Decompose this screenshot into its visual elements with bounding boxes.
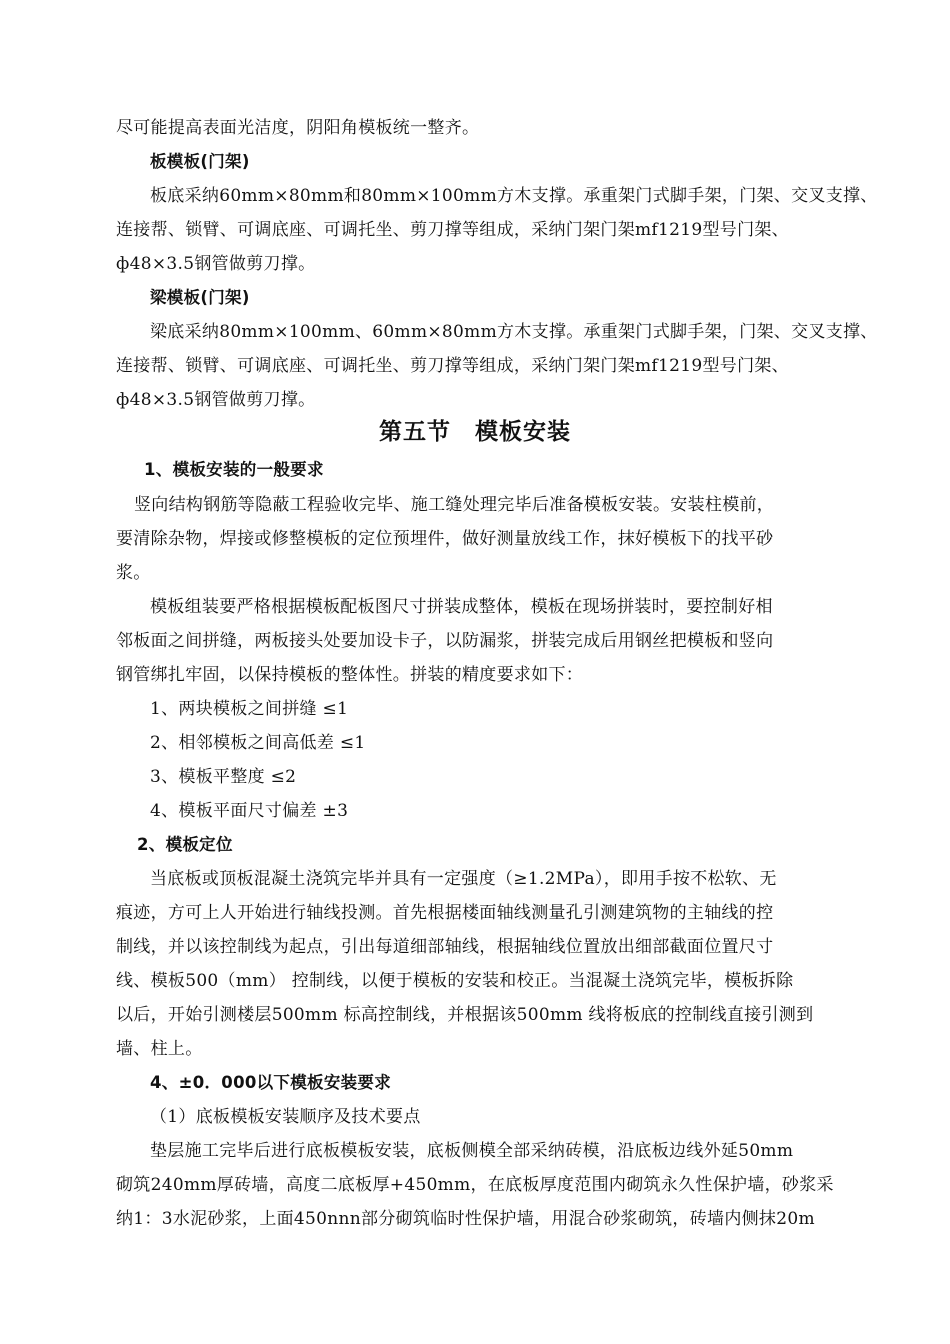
paragraph-line: 以后，开始引测楼层500mm 标高控制线，并根据该500mm 线将板底的控制线直接引测到 [116,1005,814,1025]
paragraph-line: 痕迹，方可上人开始进行轴线投测。首先根据楼面轴线测量孔引测建筑物的主轴线的控 [116,903,774,923]
paragraph-line: 连接帮、锁臂、可调底座、可调托坐、剪刀撑等组成，采纳门架门架mf1219型号门架、 [116,220,789,240]
paragraph-line: 浆。 [116,563,151,583]
paragraph-line: 墙、柱上。 [116,1039,203,1059]
paragraph-line: 制线，并以该控制线为起点，引出每道细部轴线，根据轴线位置放出细部截面位置尺寸 [116,937,774,957]
paragraph-line: 尽可能提高表面光洁度，阴阳角模板统一整齐。 [116,118,480,138]
paragraph-line: 梁底采纳80mm×100mm、60mm×80mm方木支撑。承重架门式脚手架，门架、交叉支撑、 [150,322,878,342]
subheading: 板模板(门架) [150,152,250,171]
paragraph-line: 邻板面之间拼缝，两板接头处要加设卡子，以防漏浆，拼装完成后用钢丝把模板和竖向 [116,631,774,651]
list-item: 1、两块模板之间拼缝 ≤1 [150,699,349,719]
paragraph-line: 垫层施工完毕后进行底板模板安装，底板侧模全部采纳砖模，沿底板边线外延50mm [150,1141,794,1161]
paragraph-line: 纳1：3水泥砂浆，上面450nnn部分砌筑临时性保护墙，用混合砂浆砌筑，砖墙内侧抹20m [116,1209,815,1229]
paragraph-line: 模板组装要严格根据模板配板图尺寸拼装成整体，模板在现场拼装时，要控制好相 [150,597,773,617]
paragraph-line: 钢管绑扎牢固，以保持模板的整体性。拼装的精度要求如下： [116,665,584,685]
subheading: 2、模板定位 [137,835,233,854]
paragraph-line: 竖向结构钢筋等隐蔽工程验收完毕、施工缝处理完毕后准备模板安装。安装柱模前， [134,495,775,515]
list-item: 4、模板平面尺寸偏差 ±3 [150,801,349,821]
paragraph-line: 板底采纳60mm×80mm和80mm×100mm方木支撑。承重架门式脚手架，门架、交叉支撑、 [150,186,878,206]
subheading: 4、±0．000以下模板安装要求 [150,1073,392,1092]
paragraph-line: 当底板或顶板混凝土浇筑完毕并具有一定强度（≥1.2MPa），即用手按不松软、无 [150,869,777,889]
paragraph-line: 要清除杂物，焊接或修整模板的定位预埋件，做好测量放线工作，抹好模板下的找平砂 [116,529,774,549]
subheading: 1、模板安装的一般要求 [144,460,324,479]
paragraph-line: ф48×3.5钢管做剪刀撑。 [116,254,316,274]
paragraph-line: 砌筑240mm厚砖墙，高度二底板厚+450mm，在底板厚度范围内砌筑永久性保护墙，砂浆采 [116,1175,834,1195]
list-item: 2、相邻模板之间高低差 ≤1 [150,733,366,753]
subheading: 梁模板(门架) [150,288,250,307]
paragraph-line: 线、模板500（mm） 控制线，以便于模板的安装和校正。当混凝土浇筑完毕，模板拆除 [116,971,794,991]
section-title: 第五节 模板安装 [379,419,571,445]
list-item: 3、模板平整度 ≤2 [150,767,297,787]
paragraph-line: ф48×3.5钢管做剪刀撑。 [116,390,316,410]
paragraph-line: （1）底板模板安装顺序及技术要点 [150,1107,421,1127]
paragraph-line: 连接帮、锁臂、可调底座、可调托坐、剪刀撑等组成，采纳门架门架mf1219型号门架、 [116,356,789,376]
